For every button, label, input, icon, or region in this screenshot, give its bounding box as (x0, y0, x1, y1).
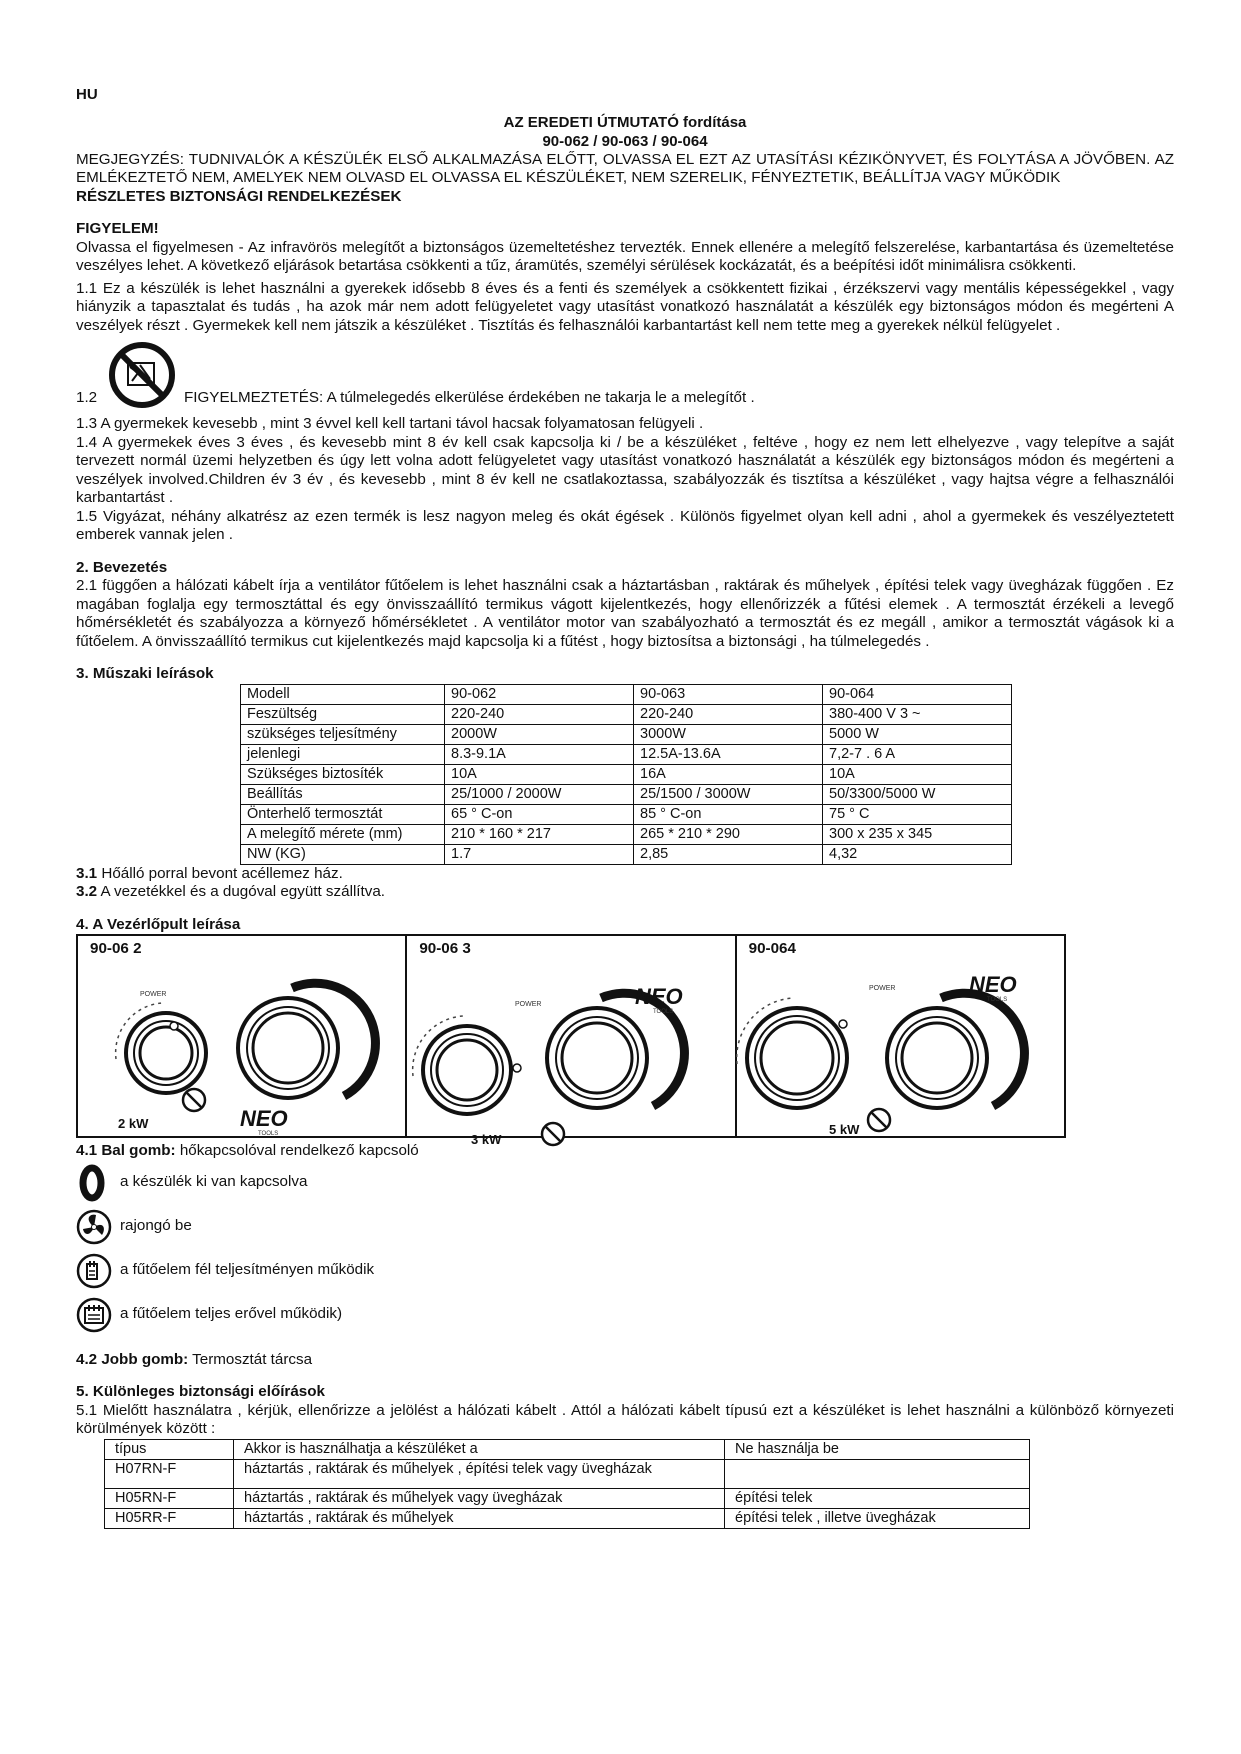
do-not-cover-icon (542, 1123, 564, 1145)
legend-text: rajongó be (120, 1217, 192, 1235)
control-panel-drawing (737, 958, 1063, 1137)
spec-label-cell: Szükséges biztosíték (241, 764, 445, 784)
spec-label-cell: Önterhelő termosztát (241, 804, 445, 824)
thermostat-knob (238, 983, 375, 1098)
cable-cell: háztartás , raktárak és műhelyek (234, 1508, 725, 1528)
spec-value-cell: 2,85 (634, 844, 823, 864)
power-label: POWER (515, 1001, 542, 1008)
spec-value-cell: 8.3-9.1A (445, 744, 634, 764)
spec-row (241, 704, 1012, 724)
power-rating: 3 kW (471, 1132, 502, 1147)
spec-row (241, 744, 1012, 764)
introduction-text: 2.1 függően a hálózati kábelt írja a ventilátor fűtőelem is lehet használni csak a háztartásban , raktárak és műhelyek , építési telek vagy üvegházak függően . Ez magában foglalja egy termosztáttal és egy önvisszaállító termikus vágott kijelentkezés, hogy ellenőrizzék a fűtési elemek . A termosztát érzékeli a levegő hőmérsékletét és szabályozza a környező hőmérsékletet . A ventilátor motor van szabályozható a termosztát és ez megáll , amikor a termosztát vágások ki a fűtőelem. A önvisszaállító termikus cut kijelentkezés majd kapcsolja ki a fűtést , hogy biztosítsa a biztonsági , ha túlmelegedés . (76, 577, 1174, 650)
spec-value-cell: 380-400 V 3 ~ (823, 704, 1012, 724)
spec-label-cell: A melegítő mérete (mm) (241, 824, 445, 844)
model-numbers: 90-062 / 90-063 / 90-064 (542, 132, 708, 150)
spec-value-cell: 65 ° C-on (445, 804, 634, 824)
paragraph-1-3: 1.3 A gyermekek kevesebb , mint 3 évvel kell kell tartani távol hacsak folyamatosan felügyeli . (76, 415, 704, 432)
cable-cell: Akkor is használhatja a készüléket a (234, 1439, 725, 1459)
control-panel-2 (407, 936, 736, 1147)
spec-value-cell: 3000W (634, 724, 823, 744)
spec-row (241, 804, 1012, 824)
spec-label-cell: szükséges teljesítmény (241, 724, 445, 744)
warning-heading: FIGYELEM! (76, 220, 159, 237)
paragraph-1-5: 1.5 Vigyázat, néhány alkatrész az ezen termék is lesz nagyon meleg és okát égések . Különös figyelmet olyan kell adni , ahol a gyermekek és veszélyeztetett emberek vannak jelen . (76, 507, 1174, 543)
specs-table (240, 684, 1012, 865)
language-code: HU (76, 86, 98, 103)
control-panel-heading: 4. A Vezérlőpult leírása (76, 915, 241, 933)
switch-knob (116, 1003, 206, 1093)
spec-value-cell: 10A (823, 764, 1012, 784)
warning-text: Olvassa el figyelmesen - Az infravörös melegítőt a biztonságos üzemeltetéshez tervezték. Ennek ellenére a melegítő felszerelése, karbantartása és üzemeltetése veszélyes lehet. A következő eljárások betartása csökkenti a tűz, áramütés, személyi sérülések kockázatát, és a beépítési időt minimálisra csökkenti. (76, 238, 1174, 274)
spec-value-cell: 2000W (445, 724, 634, 744)
spec-note-3-2 (76, 883, 1174, 902)
control-panel-3 (737, 936, 1064, 1136)
left-knob-description (76, 1142, 1174, 1161)
spec-value-cell: 300 x 235 x 345 (823, 824, 1012, 844)
right-knob-label: 4.2 Jobb gomb: (76, 1350, 189, 1368)
spec-value-cell: 90-064 (823, 684, 1012, 704)
spec-value-cell: 210 * 160 * 217 (445, 824, 634, 844)
left-knob-label: 4.1 Bal gomb: (76, 1142, 176, 1159)
spec-row (241, 824, 1012, 844)
control-panel-figures (76, 934, 1066, 1147)
neo-logo-sub: TOOLS (986, 997, 1007, 1003)
power-label: POWER (140, 991, 167, 998)
spec-note-3-1 (76, 865, 1174, 884)
spec-value-cell: 16A (634, 764, 823, 784)
legend-row (76, 1249, 1174, 1293)
spec-label-cell: Feszültség (241, 704, 445, 724)
spec-note-3-2-number: 3.2 (76, 883, 98, 900)
specs-heading: 3. Műszaki leírások (76, 665, 214, 682)
cable-cell (725, 1459, 1030, 1488)
neo-logo-sub: TOOLS (653, 1009, 674, 1015)
paragraph-1-2-text: FIGYELMEZTETÉS: A túlmelegedés elkerülése érdekében ne takarja le a melegítőt . (184, 388, 755, 406)
full-heat-icon (76, 1295, 116, 1335)
half-heat-icon (76, 1251, 116, 1291)
control-panel-drawing (78, 958, 404, 1137)
cable-header-row (105, 1439, 1030, 1459)
spec-value-cell: 85 ° C-on (634, 804, 823, 824)
power-rating: 5 kW (828, 1122, 859, 1137)
neo-logo: NEO (968, 972, 1017, 997)
switch-knob (736, 998, 846, 1108)
paragraph-1-2-number: 1.2 (76, 388, 98, 406)
cable-row (105, 1488, 1030, 1508)
power-led (839, 1020, 847, 1028)
manual-page (76, 86, 1174, 1529)
spec-value-cell: 1.7 (445, 844, 634, 864)
power-label: POWER (868, 985, 896, 992)
cable-cell: építési telek (725, 1488, 1030, 1508)
control-panel-label: 90-06 3 (419, 940, 471, 957)
spec-note-3-2-text: A vezetékkel és a dugóval együtt szállítva. (97, 883, 386, 900)
intro-note: MEGJEGYZÉS: TUDNIVALÓK A KÉSZÜLÉK ELSŐ ALKALMAZÁSA ELŐTT, OLVASSA EL EZT AZ UTASÍTÁSI KÉZIKÖNYVET, ÉS FOLYTÁSA A JÖVŐBEN. AZ EMLÉKEZTETŐ NEM, AMELYEK NEM OLVASD EL OLVASSA EL KÉSZÜLÉKET, NEM SZERELIK, FÉNYEZTETIK, BEÁLLÍTJA VAGY MŰKÖDIK (76, 150, 1174, 186)
power-rating: 2 kW (118, 1116, 149, 1131)
spec-value-cell: 90-063 (634, 684, 823, 704)
legend-row (76, 1293, 1174, 1337)
spec-label-cell: jelenlegi (241, 744, 445, 764)
paragraph-1-1: 1.1 Ez a készülék is lehet használni a gyerekek idősebb 8 éves és a fenti és személyek a csökkentett fizikai , érzékszervi vagy mentális képességekkel , vagy hiányzik a tapasztalat és tudás , ha azok már nem adott felügyeletet vagy utasítást vonatkozó használatát a készülék egy biztonságos módon és megérteni A veszélyek részt . Gyermekek kell nem játszik a készüléket . Tisztítás és felhasználói karbantartást kell nem tette meg a gyerekek nélkül felügyelet . (76, 279, 1174, 334)
paragraph-1-4: 1.4 A gyermekek éves 3 éves , és kevesebb mint 8 év kell csak kapcsolja ki / be a készüléket , feltéve , hogy ez nem lett elhelyezve , vagy telepítve a saját tervezett normál üzemi helyzetben és úgy lett volna adott felügyeletet vagy utasítást vonatkozó használatát a készülék egy biztonságos módon és megérteni a veszélyek involved.Children év 3 év , és kevesebb , mint 8 év kell ne csatlakoztassa, szabályozzák és tisztítsa a készüléket , vagy hajtsa végre a felhasználói karbantartást . (76, 433, 1174, 506)
cable-cell: háztartás , raktárak és műhelyek vagy üvegházak (234, 1488, 725, 1508)
spec-row (241, 684, 1012, 704)
legend-row (76, 1205, 1174, 1249)
spec-value-cell: 220-240 (634, 704, 823, 724)
cable-cell: háztartás , raktárak és műhelyek , építési telek vagy üvegházak (234, 1459, 725, 1488)
spec-row (241, 724, 1012, 744)
spec-note-3-1-text: Hőálló porral bevont acéllemez ház. (97, 864, 343, 882)
neo-logo-sub: TOOLS (258, 1131, 279, 1137)
spec-value-cell: 90-062 (445, 684, 634, 704)
neo-logo: NEO (635, 984, 684, 1009)
control-panel-label: 90-064 (748, 940, 796, 957)
do-not-cover-icon (868, 1109, 890, 1131)
control-panel-1 (78, 936, 407, 1136)
cable-cell: H05RN-F (105, 1488, 234, 1508)
spec-label-cell: Beállítás (241, 784, 445, 804)
cable-row (105, 1459, 1030, 1488)
left-knob-text: hőkapcsolóval rendelkező kapcsoló (175, 1142, 419, 1159)
special-safety-heading: 5. Különleges biztonsági előírások (76, 1383, 325, 1400)
warning-1-2-row (76, 341, 1174, 409)
right-knob-description (76, 1351, 1174, 1370)
cable-cell: Ne használja be (725, 1439, 1030, 1459)
cable-row (105, 1508, 1030, 1528)
spec-row (241, 844, 1012, 864)
do-not-cover-icon (183, 1089, 205, 1111)
cable-table (104, 1439, 1030, 1529)
safety-heading: RÉSZLETES BIZTONSÁGI RENDELKEZÉSEK (76, 187, 402, 205)
spec-value-cell: 12.5A-13.6A (634, 744, 823, 764)
spec-value-cell: 5000 W (823, 724, 1012, 744)
spec-row (241, 784, 1012, 804)
spec-note-3-1-number: 3.1 (76, 864, 98, 882)
neo-logo: NEO (240, 1106, 288, 1131)
left-knob-legend (76, 1161, 1174, 1337)
legend-text: a fűtőelem teljes erővel működik) (120, 1305, 343, 1323)
special-safety-text: 5.1 Mielőtt használatra , kérjük, ellenőrizze a jelölést a hálózati kábelt . Attól a hálózati kábelt típusú ezt a készüléket is lehet használni a különböző környezeti körülmények között : (76, 1401, 1174, 1437)
legend-row (76, 1161, 1174, 1205)
power-led (513, 1064, 521, 1072)
spec-label-cell: Modell (241, 684, 445, 704)
spec-value-cell: 25/1500 / 3000W (634, 784, 823, 804)
spec-value-cell: 265 * 210 * 290 (634, 824, 823, 844)
power-led (170, 1022, 178, 1030)
cable-cell: építési telek , illetve üvegházak (725, 1508, 1030, 1528)
cable-cell: H07RN-F (105, 1459, 234, 1488)
spec-value-cell: 7,2-7 . 6 A (823, 744, 1012, 764)
spec-value-cell: 4,32 (823, 844, 1012, 864)
legend-text: a fűtőelem fél teljesítményen működik (120, 1261, 375, 1279)
right-knob-text: Termosztát tárcsa (188, 1350, 313, 1368)
legend-text: a készülék ki van kapcsolva (120, 1173, 308, 1191)
spec-row (241, 764, 1012, 784)
introduction-heading: 2. Bevezetés (76, 558, 168, 576)
spec-value-cell: 220-240 (445, 704, 634, 724)
thermostat-knob (887, 993, 1024, 1108)
spec-value-cell: 75 ° C (823, 804, 1012, 824)
spec-value-cell: 50/3300/5000 W (823, 784, 1012, 804)
cable-cell: H05RR-F (105, 1508, 234, 1528)
spec-value-cell: 10A (445, 764, 634, 784)
control-panel-drawing (407, 958, 733, 1147)
switch-knob (413, 1016, 511, 1114)
do-not-cover-icon (106, 341, 184, 409)
control-panel-label: 90-06 2 (90, 940, 142, 957)
zero-icon (76, 1163, 116, 1203)
fan-icon (76, 1207, 116, 1247)
cable-cell: típus (105, 1439, 234, 1459)
spec-label-cell: NW (KG) (241, 844, 445, 864)
spec-value-cell: 25/1000 / 2000W (445, 784, 634, 804)
document-title: AZ EREDETI ÚTMUTATÓ fordítása (503, 113, 747, 131)
